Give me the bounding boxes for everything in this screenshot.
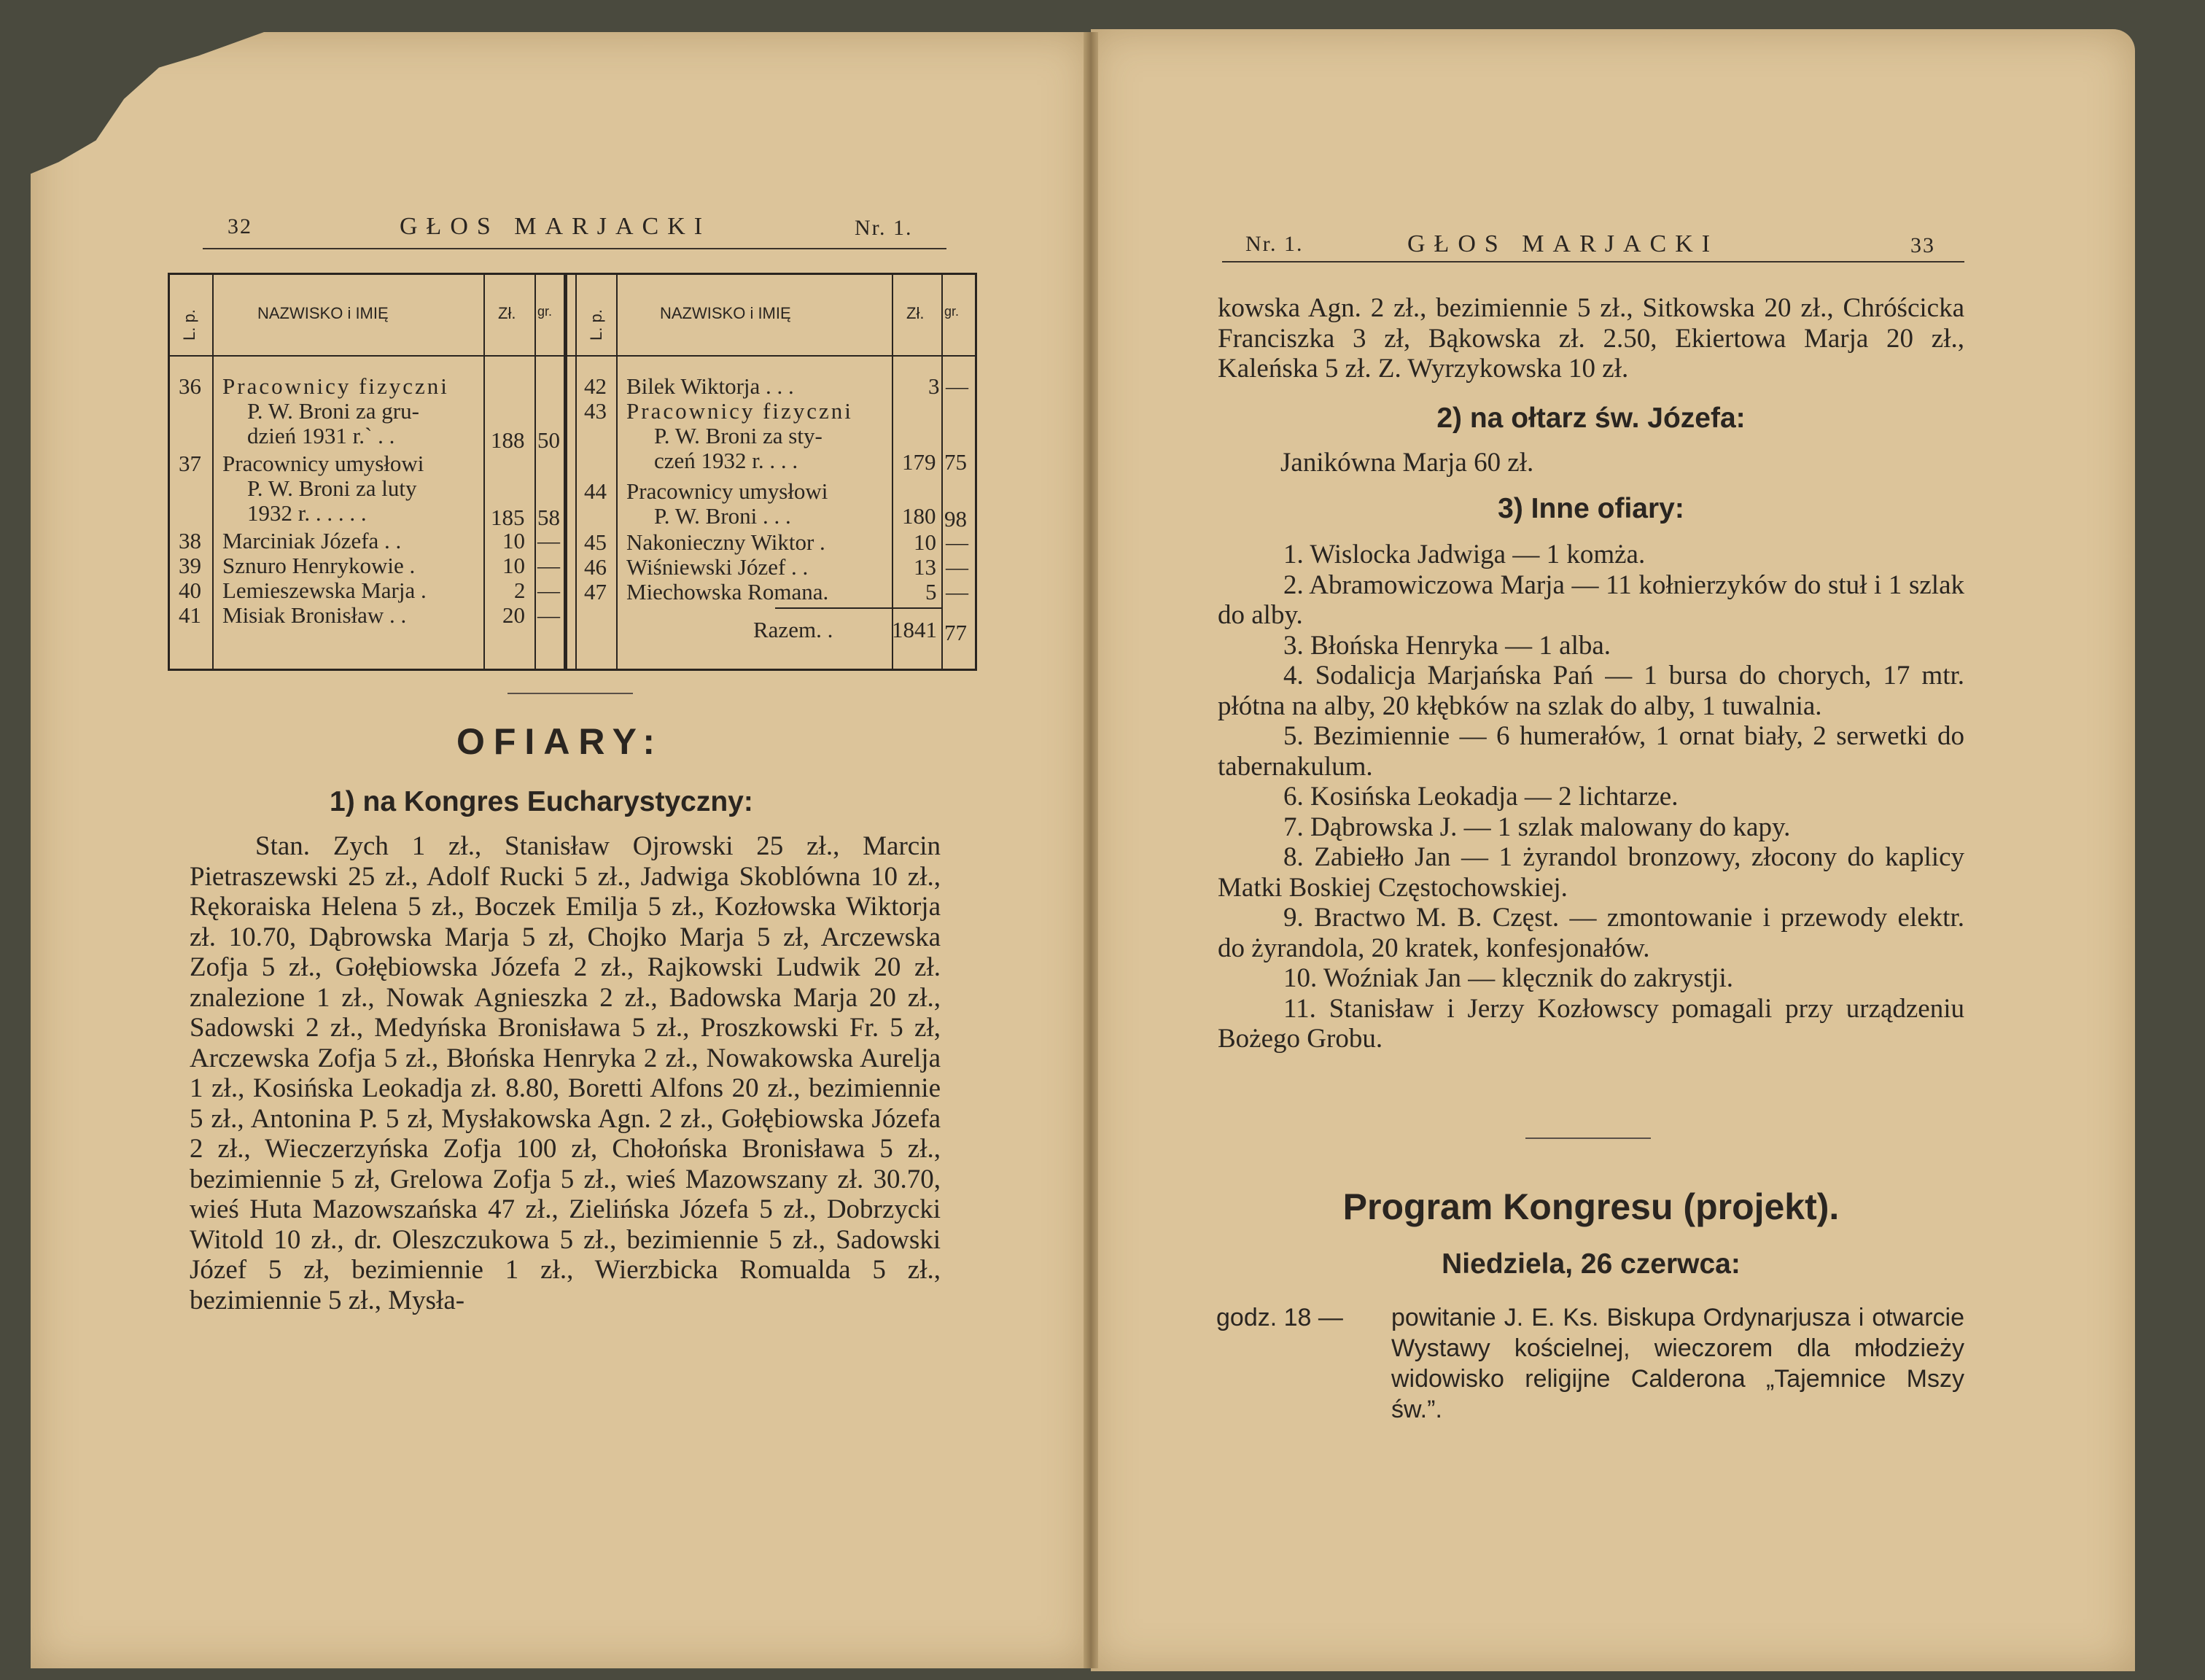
continuation-body (1218, 293, 1964, 384)
row-name: Pracownicy fizyczni (626, 398, 853, 424)
section2-title: 2) na ołtarz św. Józefa: (1436, 402, 1746, 434)
section-divider (508, 693, 633, 694)
list-item: 10. Woźniak Jan — klęcznik do zakrystji. (1283, 963, 1733, 993)
row-lp: 47 (584, 579, 607, 604)
col-divider (575, 275, 577, 669)
col-divider-double (564, 275, 567, 669)
row-gr: 75 (944, 449, 967, 475)
row-lp: 42 (584, 373, 607, 399)
col-divider (483, 275, 485, 669)
left-header-rule (203, 248, 946, 249)
left-header-title: GŁOS MARJACKI (400, 213, 712, 240)
row-name: 1932 r. . . . . . (247, 500, 367, 526)
row-name: Bilek Wiktorja . . . (626, 373, 794, 399)
ofiary-title: OFIARY: (456, 721, 664, 762)
row-lp: 43 (584, 398, 607, 424)
right-page-number: 33 (1910, 233, 1935, 257)
row-name: Wiśniewski Józef . . (626, 554, 809, 580)
gr-header: gr. (944, 304, 960, 319)
row-gr: — (537, 578, 560, 603)
list-item: 9. Bractwo M. B. Częst. — zmontowanie i przewody elektr. do żyrandola, 20 kratek, konfesjonałów. (1218, 903, 1964, 963)
row-name: Pracownicy umysłowi (222, 451, 424, 476)
row-name: Lemieszewska Marja . (222, 578, 427, 603)
right-header-rule (1222, 261, 1964, 262)
section1-text: Stan. Zych 1 zł., Stanisław Ojrowski 25 zł., Marcin Pietraszewski 25 zł., Adolf Rucki 5 zł., Jadwiga Skoblówna 10 zł., Rękoraiska Helena 5 zł., Boczek Emilja 5 zł., Kozłowska Wiktorja zł. 10.70, Dąbrowska Marja 5 zł, Chojko Marja 5 zł, Arczewska Zofja 5 zł., Gołębiowska Józefa 2 zł., Rajkowski Ludwik 20 zł. znalezione 1 zł., Nowak Agnieszka 2 zł., Badowska Marja 20 zł., Sadowski 2 zł., Medyńska Bronisława 5 zł., Proszkowski Fr. 5 zł, Arczewska Zofja 5 zł., Błońska Henryka 2 zł., Nowakowska Aurelja 1 zł., Kosińska Leokadja zł. 8.80, Boretti Alfons 20 zł., bezimiennie 5 zł., Antonina P. 5 zł, Mysłakowska Agn. 2 zł., Gołębiowska Józefa 2 zł., Wieczerzyńska Zofja 100 zł, Chołońska Bronisława 5 zł., bezimiennie 5 zł, Grelowa Zofja 5 zł., wieś Mazowszany zł. 30.70, wieś Huta Mazowszańska 47 zł., Zielińska Józefa 5 zł., Dobrzycki Witold 10 zł., dr. Oleszczukowa 5 zł., bezimiennie 5 zł., Sadowski Józef 5 zł, bezimiennie 1 zł., Wierzbicka Romualda 5 zł., bezimiennie 5 zł., Mysła- (190, 831, 941, 1315)
left-page-number: 32 (228, 214, 252, 238)
left-header-issue: Nr. 1. (855, 216, 913, 240)
list-item: 8. Zabiełło Jan — 1 żyrandol bronzowy, złocony do kaplicy Matki Boskiej Częstochowskiej. (1218, 842, 1964, 903)
section1-body (190, 831, 941, 1315)
total-rule (775, 607, 943, 609)
row-gr: — (537, 528, 560, 553)
list-item: 1. Wislocka Jadwiga — 1 komża. (1283, 540, 1646, 569)
list-item: 11. Stanisław i Jerzy Kozłowscy pomagali przy urządzeniu Bożego Grobu. (1218, 993, 1964, 1054)
list-item: 6. Kosińska Leokadja — 2 lichtarze. (1283, 782, 1679, 812)
row-zl: 185 (491, 505, 525, 530)
row-zl: 10 (502, 553, 525, 578)
row-gr: 58 (537, 505, 560, 530)
row-name: P. W. Broni . . . (654, 503, 791, 529)
section3-title: 3) Inne ofiary: (1498, 493, 1684, 524)
total-label: Razem. . (753, 617, 833, 642)
total-gr: 77 (944, 620, 967, 645)
row-lp: 39 (179, 553, 201, 578)
row-name: Misiak Bronisław . . (222, 602, 407, 628)
row-lp: 41 (179, 602, 201, 628)
list-item: 2. Abramowiczowa Marja — 11 kołnierzyków do stuł i 1 szlak do alby. (1218, 569, 1964, 630)
col-divider (616, 275, 618, 669)
continuation-text: kowska Agn. 2 zł., bezimiennie 5 zł., Sitkowska 20 zł., Chróścicka Franciszka 3 zł, Bąkowska zł. 2.50, Ekiertowa Marja 20 zł., Kaleńska 5 zł. Z. Wyrzykowska 10 zł. (1218, 293, 1964, 384)
zl-header: Zł. (906, 304, 925, 322)
section2-text: Janikówna Marja 60 zł. (1280, 448, 1534, 478)
program-text: powitanie J. E. Ks. Biskupa Ordynarjusza i otwarcie Wystawy kościelnej, wieczorem dla młodzieży widowisko religijne Calderona „Tajemnice Mszy św.”. (1391, 1304, 1964, 1423)
gr-header: gr. (537, 304, 553, 319)
row-lp: 38 (179, 528, 201, 553)
row-gr: — (946, 554, 968, 580)
col-divider (534, 275, 536, 669)
right-header-issue: Nr. 1. (1245, 232, 1304, 256)
list-item: 4. Sodalicja Marjańska Pań — 1 bursa do chorych, 17 mtr. płótna na alby, 20 kłębków na szlak do alby, 1 tuwalnia. (1218, 661, 1964, 721)
row-zl: 179 (902, 449, 936, 475)
donation-table (168, 273, 977, 671)
lp-header: L. p. (180, 309, 198, 341)
row-lp: 44 (584, 478, 607, 504)
list-item: 5. Bezimiennie — 6 humerałów, 1 ornat biały, 2 serwetki do tabernakulum. (1218, 721, 1964, 782)
row-name: Miechowska Romana. (626, 579, 829, 604)
lp-header: L. p. (587, 309, 605, 341)
row-zl: 2 (514, 578, 526, 603)
right-header-title: GŁOS MARJACKI (1407, 230, 1719, 257)
row-zl: 10 (502, 528, 525, 553)
list-item: 7. Dąbrowska J. — 1 szlak malowany do kapy. (1283, 812, 1791, 842)
book-gutter (1084, 32, 1098, 1668)
program-subtitle: Niedziela, 26 czerwca: (1442, 1248, 1741, 1280)
row-gr: — (946, 529, 968, 555)
row-zl: 5 (925, 579, 937, 604)
row-lp: 40 (179, 578, 201, 603)
row-gr: — (537, 602, 560, 628)
row-gr: 98 (944, 506, 967, 532)
row-gr: — (946, 579, 968, 604)
items-list (1218, 540, 1964, 1054)
program-title: Program Kongresu (projekt). (1342, 1186, 1840, 1227)
table-header-divider (170, 355, 975, 357)
row-zl: 3 (928, 373, 940, 399)
section1-title: 1) na Kongres Eucharystyczny: (330, 786, 753, 817)
row-lp: 37 (179, 451, 201, 476)
name-header: NAZWISKO i IMIĘ (660, 304, 791, 322)
row-name: Pracownicy fizyczni (222, 373, 449, 399)
row-name: Marciniak Józefa . . (222, 528, 402, 553)
col-divider (941, 275, 943, 669)
row-lp: 36 (179, 373, 201, 399)
list-item: 3. Błońska Henryka — 1 alba. (1283, 630, 1611, 661)
row-name: Sznuro Henrykowie . (222, 553, 416, 578)
row-name: P. W. Broni za luty (247, 475, 417, 501)
row-zl: 180 (902, 503, 936, 529)
row-gr: 50 (537, 427, 560, 453)
zl-header: Zł. (498, 304, 516, 322)
row-zl: 20 (502, 602, 525, 628)
row-name: dzień 1931 r.` . . (247, 423, 395, 448)
row-gr: — (537, 553, 560, 578)
section-divider (1525, 1138, 1651, 1139)
row-lp: 45 (584, 529, 607, 555)
program-time: godz. 18 — (1216, 1304, 1343, 1331)
row-name: Pracownicy umysłowi (626, 478, 828, 504)
row-name: P. W. Broni za gru- (247, 398, 419, 424)
row-name: czeń 1932 r. . . . (654, 448, 798, 473)
name-header: NAZWISKO i IMIĘ (257, 304, 389, 322)
row-zl: 10 (914, 529, 936, 555)
row-gr: — (946, 373, 968, 399)
row-name: P. W. Broni za sty- (654, 423, 822, 448)
total-zl: 1841 (892, 617, 937, 642)
row-zl: 188 (491, 427, 525, 453)
row-zl: 13 (914, 554, 936, 580)
col-divider (892, 275, 893, 669)
row-lp: 46 (584, 554, 607, 580)
row-name: Nakonieczny Wiktor . (626, 529, 825, 555)
col-divider (212, 275, 214, 669)
